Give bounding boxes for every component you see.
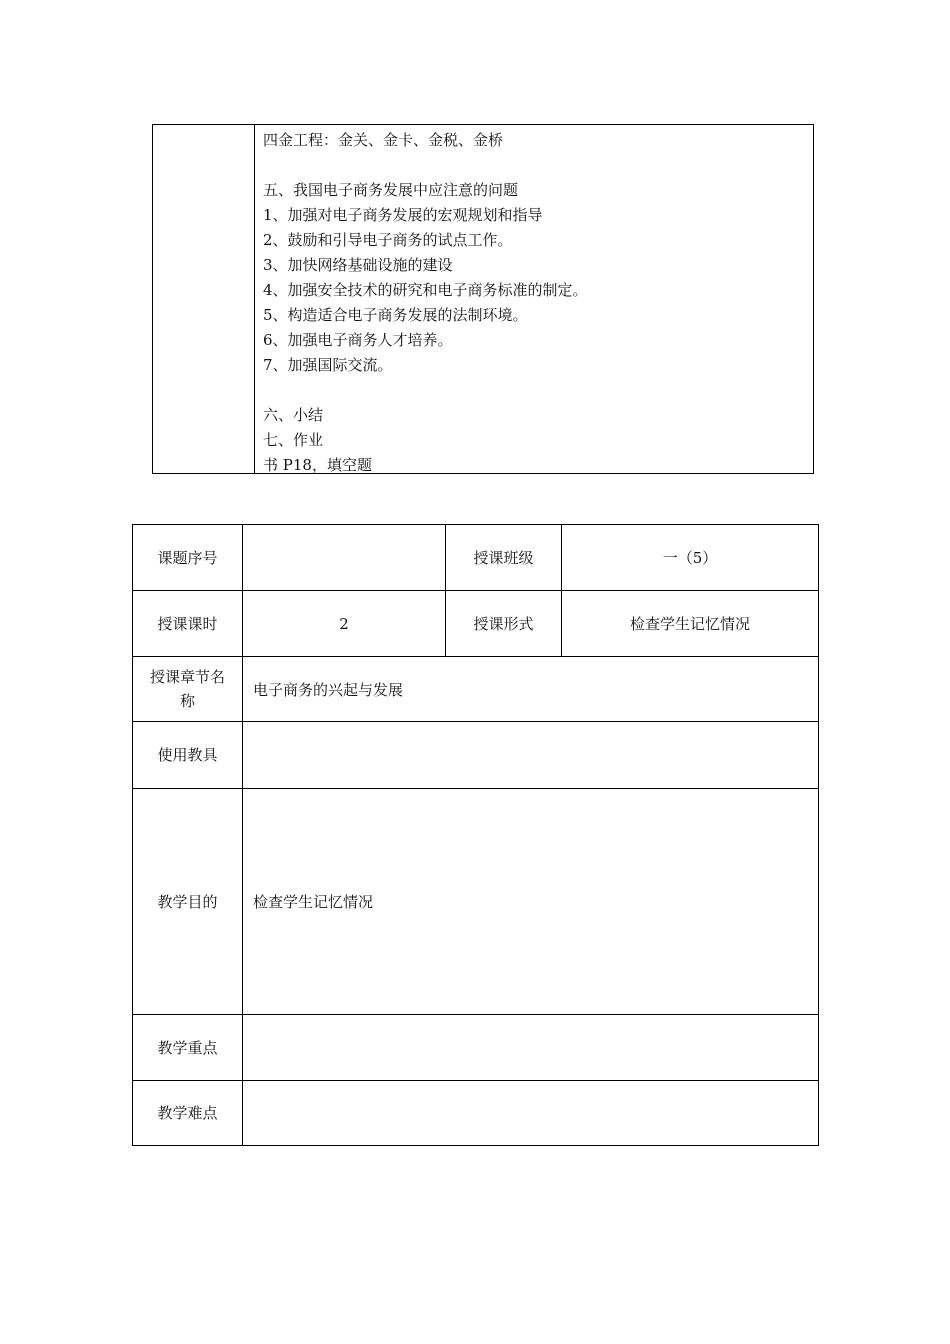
table-row [133,525,819,591]
teaching-goal-label: 教学目的 [133,789,243,1015]
topic-number-value [243,525,446,591]
lesson-content-table [152,124,814,474]
table-row [133,1081,819,1146]
topic-number-label: 课题序号 [133,525,243,591]
content-line: 5、构造适合电子商务发展的法制环境。 [263,306,528,324]
content-line: 7、加强国际交流。 [263,356,393,374]
key-points-label: 教学重点 [133,1015,243,1081]
teaching-goal-value: 检查学生记忆情况 [243,789,819,1015]
class-label: 授课班级 [446,525,562,591]
content-line: 六、小结 [263,406,324,424]
lesson-content-cell [263,128,807,478]
chapter-label: 授课章节名称 [133,657,243,722]
teaching-tools-label: 使用教具 [133,722,243,789]
difficulties-label: 教学难点 [133,1081,243,1146]
table-row [133,657,819,722]
content-line: 1、加强对电子商务发展的宏观规划和指导 [263,206,543,224]
difficulties-value [243,1081,819,1146]
table-row [133,591,819,657]
teaching-tools-value [243,722,819,789]
chapter-value: 电子商务的兴起与发展 [243,657,819,722]
content-line: 书 P18，填空题 [263,456,372,474]
blank-line [263,378,807,403]
table-row [133,1015,819,1081]
content-line: 五、我国电子商务发展中应注意的问题 [263,181,519,199]
content-line: 3、加快网络基础设施的建设 [263,256,453,274]
form-label: 授课形式 [446,591,562,657]
content-line: 2、鼓励和引导电子商务的试点工作。 [263,231,513,249]
content-line: 七、作业 [263,431,324,449]
table-row [133,789,819,1015]
lesson-plan-table [132,524,819,1146]
column-divider [254,125,255,473]
class-value: 一（5） [562,525,819,591]
table-row [133,722,819,789]
blank-line [263,153,807,178]
content-line: 4、加强安全技术的研究和电子商务标准的制定。 [263,281,588,299]
hours-label: 授课课时 [133,591,243,657]
content-line: 四金工程：金关、金卡、金税、金桥 [263,131,504,149]
form-value: 检查学生记忆情况 [562,591,819,657]
content-line: 6、加强电子商务人才培养。 [263,331,453,349]
hours-value: 2 [243,591,446,657]
key-points-value [243,1015,819,1081]
